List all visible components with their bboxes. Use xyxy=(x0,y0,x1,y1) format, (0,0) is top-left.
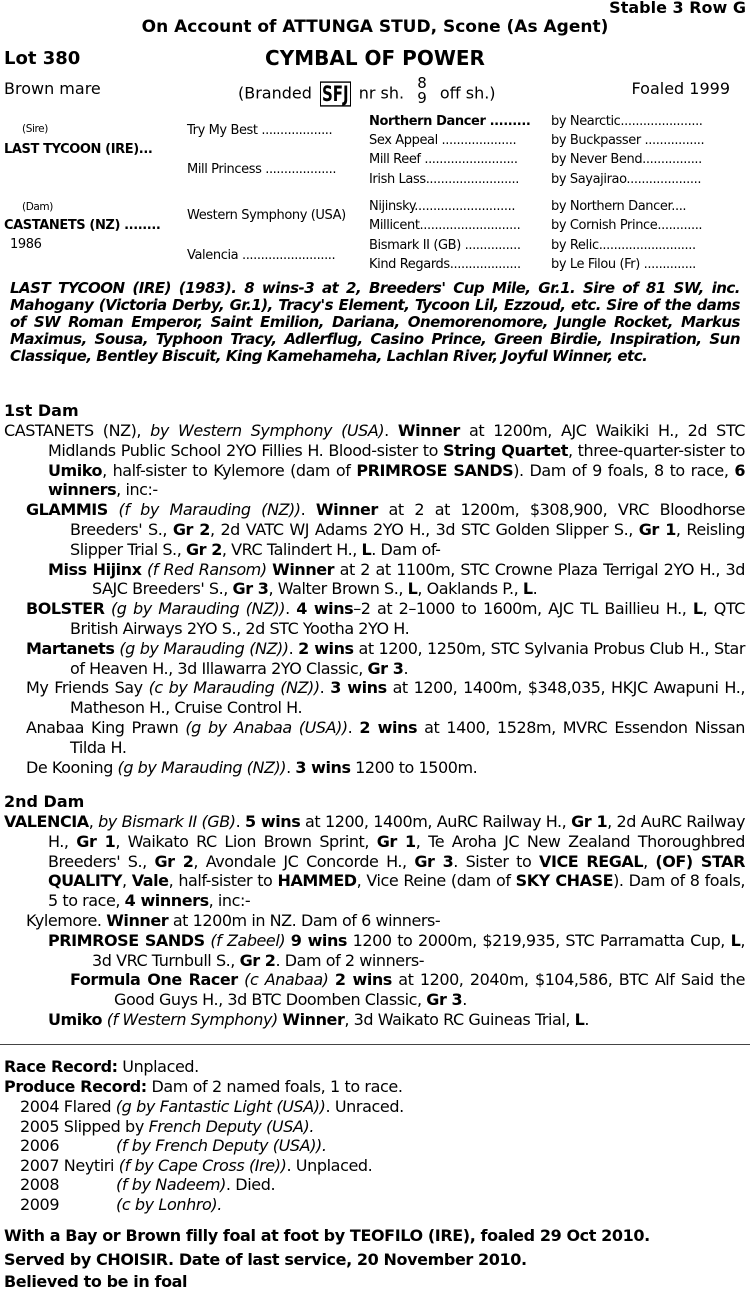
produce-breeding: (g by Fantastic Light (USA)) xyxy=(115,1097,326,1116)
produce-name: Slipped by xyxy=(59,1116,149,1136)
text-run: De Kooning xyxy=(26,757,118,777)
produce-breeding: (f by Cape Cross (Ire)) xyxy=(118,1155,287,1175)
text-run: (g by Marauding (NZ)) xyxy=(114,638,289,658)
text-run: . xyxy=(462,990,467,1010)
second-dam-para xyxy=(4,812,745,911)
text-run: Gr 3 xyxy=(232,579,269,599)
text-run: Winner xyxy=(315,500,378,520)
text-run: GLAMMIS xyxy=(26,500,108,520)
progeny-entry xyxy=(26,639,745,679)
text-run: Winner xyxy=(397,421,460,440)
produce-result: . Died. xyxy=(225,1175,276,1195)
progeny-entry xyxy=(48,560,745,600)
sire-notes: LAST TYCOON (IRE) (1983). 8 wins-3 at 2, Breeders' Cup Mile, Gr.1. Sire of 81 SW, inc. Mahogany (Victoria Derby, Gr.1), Tracy's Element, Tycoon Lil, Ezzoud, etc. Sire of the dams of SW Roman Emperor, Saint Emilion, Dariana, Onemorenomore, Jungle Rocket, Markus Maximus, Sousa, Typhoon Tracy, Adlerflug, Casino Prince, Green Birdie, Inspiration, Sun Classique, Bentley Biscuit, King Kamehameha, Lachlan River, Joyful Winner, etc. xyxy=(10,279,740,365)
text-run: Gr 2 xyxy=(172,519,210,539)
first-dam-para xyxy=(4,421,745,500)
text-run: PRIMROSE SANDS xyxy=(48,930,205,950)
text-run: . Dam of- xyxy=(371,539,441,559)
text-run: , xyxy=(643,851,656,871)
text-run: , three-quarter-sister to xyxy=(567,440,745,460)
text-run: , xyxy=(121,871,132,891)
produce-row xyxy=(20,1156,372,1175)
progeny-entry xyxy=(26,718,745,758)
text-run: (f Red Ransom) xyxy=(141,559,267,579)
pedigree-gen4: by Never Bend................ xyxy=(551,152,702,167)
text-run: , Vice Reine (dam of xyxy=(356,871,516,891)
text-run: . xyxy=(285,599,297,619)
text-run: by Western Symphony (USA) xyxy=(150,421,385,440)
text-run: 3 wins xyxy=(295,757,351,777)
text-run: (c by Marauding (NZ)) xyxy=(148,678,320,698)
pedigree-gen2: Western Symphony (USA) xyxy=(187,208,346,223)
text-run: L xyxy=(692,599,703,619)
sire-name: LAST TYCOON (IRE)... xyxy=(4,142,153,157)
text-run: , Waikato RC Lion Brown Sprint, xyxy=(115,831,377,851)
produce-year: 2004 xyxy=(20,1097,60,1116)
pedigree-gen4-text: by Northern Dancer.... xyxy=(551,199,687,214)
text-run: (c Anabaa) xyxy=(237,970,329,990)
text-run: VICE REGAL xyxy=(539,851,644,871)
text-run: . xyxy=(403,658,409,678)
text-run: L xyxy=(574,1009,585,1029)
brand-numbers xyxy=(417,76,427,106)
text-run: 2 wins xyxy=(298,638,354,658)
progeny-entry xyxy=(26,500,745,559)
produce-breeding: (f by Nadeem) xyxy=(116,1175,226,1195)
text-run: . xyxy=(286,757,296,777)
pedigree-gen3: Irish Lass......................... xyxy=(369,172,519,187)
text-run: L xyxy=(522,579,533,599)
text-run: at 1200, 1400m, AuRC Railway H., xyxy=(300,812,572,831)
text-run: , Oaklands P., xyxy=(417,579,523,599)
first-dam-section xyxy=(4,421,745,777)
text-run: Gr 1 xyxy=(638,519,676,539)
text-run: PRIMROSE SANDS xyxy=(356,460,514,480)
colour-sex: Brown mare xyxy=(4,79,101,98)
text-run: BOLSTER xyxy=(26,599,105,619)
text-run: , QTC British Airways 2YO S., 2d STC Yootha 2YO H. xyxy=(70,599,745,638)
pedigree-gen4: by Relic.......................... xyxy=(551,238,696,253)
text-run: at 1200m in NZ. Dam of 6 winners- xyxy=(168,910,441,930)
lot-number: Lot 380 xyxy=(4,48,81,69)
text-run: 2 wins xyxy=(334,970,392,990)
progeny-entry xyxy=(48,1010,745,1030)
first-dam-heading: 1st Dam xyxy=(4,401,79,420)
text-run: Winner xyxy=(282,1009,345,1029)
text-run: . Dam of 2 winners- xyxy=(275,950,425,970)
text-run: 1200 to 2000m, $219,935, STC Parramatta Cup, xyxy=(346,930,731,950)
pedigree-gen4: by Le Filou (Fr) .............. xyxy=(551,257,696,272)
text-run: by Bismark II (GB) xyxy=(98,812,236,831)
text-run: at 1200, 2040m, $104,586, BTC Alf Said the Good Guys H., 3d BTC Doomben Classic, xyxy=(114,970,745,1010)
foal-at-foot: With a Bay or Brown filly foal at foot by TEOFILO (IRE), foaled 29 Oct 2010. xyxy=(4,1226,650,1245)
text-run: Vale xyxy=(131,871,169,891)
text-run: , Reisling Slipper Trial S., xyxy=(70,519,745,559)
text-run: at 1200, 1400m, $348,035, HKJC Awapuni H., Matheson H., Cruise Control H. xyxy=(70,678,745,718)
brand-description xyxy=(238,74,496,109)
text-run: (g by Anabaa (USA)) xyxy=(185,717,348,737)
text-run: 3 wins xyxy=(330,678,387,698)
progeny-entry xyxy=(26,911,745,931)
pedigree-gen2: Try My Best ................... xyxy=(187,123,333,138)
race-record xyxy=(4,1057,199,1076)
text-run: . xyxy=(347,717,360,737)
vendor-account: On Account of ATTUNGA STUD, Scone (As Agent) xyxy=(141,17,609,37)
text-run: , Walter Brown S., xyxy=(268,579,408,599)
produce-row xyxy=(20,1175,275,1194)
produce-name: Neytiri xyxy=(59,1155,119,1175)
pedigree-gen3: Millicent........................... xyxy=(369,218,521,233)
text-run: Gr 2 xyxy=(185,539,222,559)
text-run: 9 wins xyxy=(290,930,347,950)
dam-name: CASTANETS (NZ) ........ xyxy=(4,218,161,233)
text-run: ). Dam of 8 foals, 5 to race, xyxy=(48,871,745,911)
produce-breeding: French Deputy (USA). xyxy=(148,1116,315,1136)
text-run: (f Western Symphony) xyxy=(102,1009,278,1029)
produce-row xyxy=(20,1097,404,1116)
text-run: , Te Aroha JC New Zealand Thoroughbred Breeders' S., xyxy=(48,831,745,871)
text-run: Martanets xyxy=(26,638,115,658)
text-run: at 1200m, AJC Waikiki H., 2d STC Midlands Public School 2YO Fillies H. Blood-sister to xyxy=(48,421,745,460)
produce-breeding: (f by French Deputy (USA)). xyxy=(116,1136,327,1156)
text-run: 6 winners xyxy=(48,460,746,500)
pedigree-gen4: by Cornish Prince............ xyxy=(551,218,703,233)
pedigree-gen4: by Buckpasser ................ xyxy=(551,133,705,148)
brand-num-bottom: 9 xyxy=(417,89,427,107)
produce-year: 2008 xyxy=(20,1175,60,1195)
text-run: 4 winners xyxy=(124,891,209,911)
foaled-year: Foaled 1999 xyxy=(631,79,730,98)
text-run: . xyxy=(300,500,316,520)
text-run: . xyxy=(384,421,398,440)
text-run: Gr 2 xyxy=(154,851,194,871)
text-run: . xyxy=(319,678,331,698)
produce-year: 2009 xyxy=(20,1195,60,1214)
text-run: at 1200, 1250m, STC Sylvania Probus Club H., Star of Heaven H., 3d Illawarra 2YO Classic, xyxy=(70,638,746,678)
text-run: Gr 3 xyxy=(426,990,463,1010)
dam-year: 1986 xyxy=(10,237,42,252)
pedigree-gen3: Northern Dancer ......... xyxy=(369,114,531,129)
text-run: L xyxy=(407,579,418,599)
pedigree-gen4: by Sayajirao.................... xyxy=(551,172,702,187)
text-run: Anabaa King Prawn xyxy=(26,717,186,737)
text-run: , half-sister to xyxy=(168,871,278,891)
text-run: Gr 1 xyxy=(571,812,608,831)
progeny-entry xyxy=(26,678,745,718)
text-run: L xyxy=(361,539,372,559)
text-run: SKY CHASE xyxy=(515,871,614,891)
produce-row xyxy=(20,1117,314,1136)
text-run: at 2 at 1200m, $308,900, VRC Bloodhorse Breeders' S., xyxy=(70,500,745,539)
text-run: , xyxy=(88,812,99,831)
text-run: Kylemore. xyxy=(26,910,107,930)
produce-year: 2005 xyxy=(20,1116,60,1136)
race-record-value: Unplaced. xyxy=(117,1057,199,1076)
text-run: Formula One Racer xyxy=(70,970,238,990)
in-foal-note: Believed to be in foal xyxy=(4,1272,188,1291)
text-run: Winner xyxy=(272,559,335,579)
text-run: , half-sister to Kylemore (dam of xyxy=(102,460,357,480)
text-run: Umiko xyxy=(48,460,103,480)
brand-mark: SFJ xyxy=(322,80,349,107)
text-run: My Friends Say xyxy=(26,678,149,698)
text-run: Winner xyxy=(106,910,169,930)
produce-breeding: (c by Lonhro). xyxy=(116,1195,222,1214)
text-run: , 2d VATC WJ Adams 2YO H., 3d STC Golden Slipper S., xyxy=(209,519,639,539)
pedigree-gen3: Bismark II (GB) ............... xyxy=(369,238,521,253)
brand-open: (Branded xyxy=(238,83,312,103)
text-run: Gr 3 xyxy=(414,851,454,871)
text-run: . xyxy=(235,812,245,831)
produce-record-value: Dam of 2 named foals, 1 to race. xyxy=(146,1077,403,1096)
second-dam-section xyxy=(4,812,745,1030)
text-run: , Avondale JC Concorde H., xyxy=(193,851,415,871)
text-run: . xyxy=(532,579,538,599)
text-run: . xyxy=(288,638,299,658)
produce-row xyxy=(20,1195,222,1214)
pedigree-gen3: Mill Reef ......................... xyxy=(369,152,518,167)
produce-result: . Unraced. xyxy=(325,1097,404,1116)
brand-off: off sh.) xyxy=(439,83,496,103)
text-run: HAMMED xyxy=(277,871,357,891)
text-run: . xyxy=(584,1009,590,1029)
text-run: , inc:- xyxy=(116,480,158,500)
produce-record xyxy=(4,1077,403,1096)
dam-label: (Dam) xyxy=(22,201,53,213)
race-record-label: Race Record: xyxy=(4,1057,118,1076)
text-run: ). Dam of 9 foals, 8 to race, xyxy=(513,460,735,480)
progeny-entry xyxy=(48,931,745,971)
text-run: at 2 at 1100m, STC Crowne Plaza Terrigal 2YO H., 3d SAJC Breeders' S., xyxy=(92,559,745,599)
pedigree-gen3: Kind Regards................... xyxy=(369,257,521,272)
progeny-entry xyxy=(26,758,745,778)
text-run: –2 at 2–1000 to 1600m, AJC TL Baillieu H., xyxy=(353,599,693,619)
text-run: 4 wins xyxy=(296,599,354,619)
pedigree-gen2: Mill Princess ................... xyxy=(187,162,337,177)
brand-num-top: 8 xyxy=(417,74,427,92)
produce-year: 2007 xyxy=(20,1155,60,1175)
produce-name: Flared xyxy=(59,1097,116,1116)
text-run: 2 wins xyxy=(359,717,418,737)
text-run: , 3d VRC Turnbull S., xyxy=(92,930,745,970)
text-run: (g by Marauding (NZ)) xyxy=(117,757,287,777)
text-run: L xyxy=(730,930,741,950)
sire-label: (Sire) xyxy=(22,123,48,135)
progeny-entry xyxy=(26,599,745,639)
text-run: String Quartet xyxy=(443,440,568,460)
second-dam-heading: 2nd Dam xyxy=(4,792,85,811)
produce-result: . Unplaced. xyxy=(286,1155,373,1175)
stable-location: Stable 3 Row G xyxy=(609,0,746,17)
progeny-entry xyxy=(70,970,745,1010)
text-run: , inc:- xyxy=(208,891,251,911)
text-run: Gr 3 xyxy=(367,658,404,678)
text-run: Miss Hijinx xyxy=(48,559,142,579)
text-run: at 1400, 1528m, MVRC Essendon Nissan Tilda H. xyxy=(70,717,745,757)
pedigree-gen4: by Nearctic...................... xyxy=(551,114,703,129)
pedigree-gen4 xyxy=(551,199,686,214)
text-run: 5 wins xyxy=(244,812,301,831)
text-run: VALENCIA xyxy=(4,812,89,831)
text-run: Gr 1 xyxy=(76,831,116,851)
text-run: Umiko xyxy=(48,1009,103,1029)
text-run: , VRC Talindert H., xyxy=(221,539,362,559)
pedigree-gen2: Valencia ......................... xyxy=(187,248,336,263)
produce-year: 2006 xyxy=(20,1136,60,1156)
brand-near: nr sh. xyxy=(358,83,405,103)
text-run: (OF) STAR QUALITY xyxy=(48,851,745,891)
text-run: 1200 to 1500m. xyxy=(350,757,478,777)
text-run: (f Zabeel) xyxy=(204,930,286,950)
text-run: , 3d Waikato RC Guineas Trial, xyxy=(344,1009,575,1029)
text-run: Gr 2 xyxy=(239,950,276,970)
text-run: . Sister to xyxy=(453,851,540,871)
text-run: , 2d AuRC Railway H., xyxy=(48,812,745,851)
section-divider xyxy=(0,1044,750,1045)
service-note: Served by CHOISIR. Date of last service, 20 November 2010. xyxy=(4,1250,527,1269)
pedigree-gen3: Sex Appeal .................... xyxy=(369,133,517,148)
pedigree-gen3: Nijinsky........................... xyxy=(369,199,516,214)
text-run: CASTANETS (NZ), xyxy=(4,421,151,440)
horse-name: CYMBAL OF POWER xyxy=(265,46,485,70)
text-run: (g by Marauding (NZ)) xyxy=(104,599,286,619)
text-run: Gr 1 xyxy=(376,831,416,851)
produce-row xyxy=(20,1136,327,1155)
text-run: (f by Marauding (NZ)) xyxy=(107,500,301,520)
produce-record-label: Produce Record: xyxy=(4,1077,147,1096)
